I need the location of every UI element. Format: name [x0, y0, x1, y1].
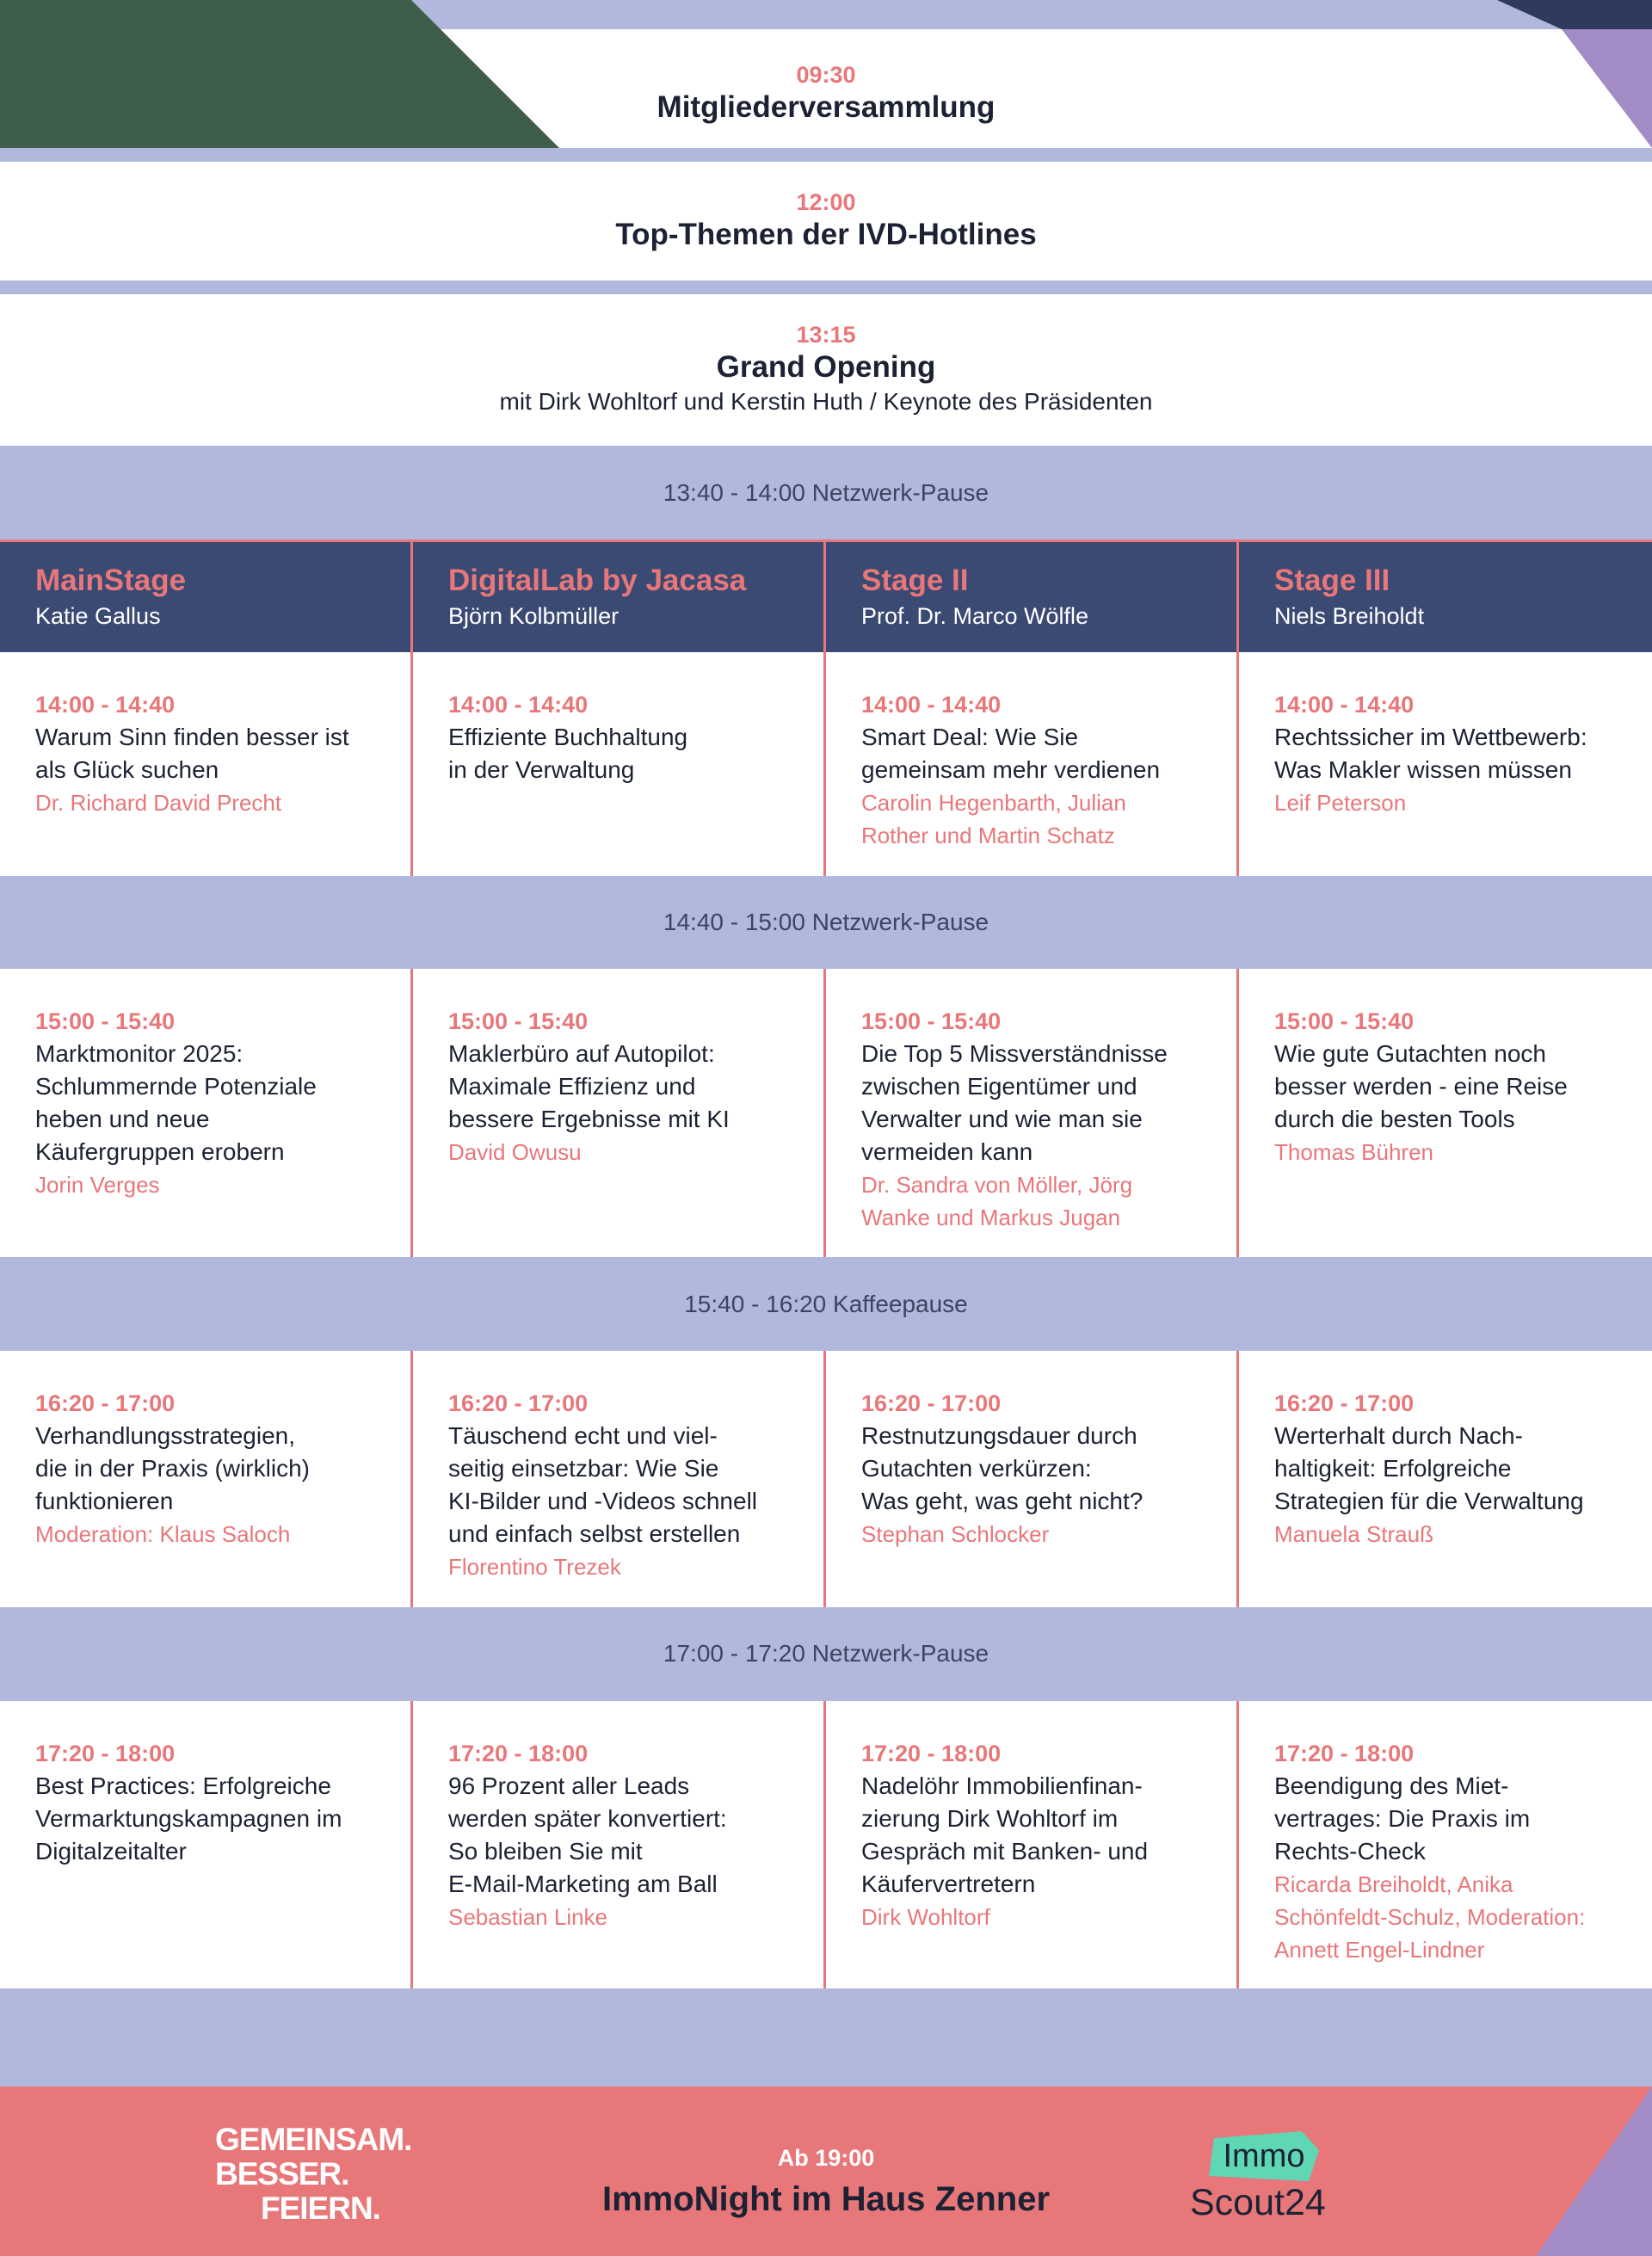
footer — [0, 2086, 1652, 2256]
session-speaker-line: Moderation: Klaus Saloch — [35, 1521, 291, 1547]
block-title: Mitgliederversammlung — [656, 90, 996, 124]
session-title-line: Gespräch mit Banken- und — [861, 1838, 1149, 1865]
session-cell — [1239, 1701, 1652, 1988]
session-cell — [0, 1351, 413, 1607]
session-row-3 — [0, 1351, 1652, 1607]
session-cell — [826, 652, 1239, 876]
session-title-line: funktionieren — [35, 1488, 174, 1514]
session-row-1 — [0, 652, 1652, 876]
session-time: 17:20 - 18:00 — [1274, 1741, 1415, 1766]
session-time: 14:00 - 14:40 — [35, 692, 176, 718]
stage-3 — [1239, 542, 1652, 652]
block-time: 13:15 — [796, 322, 856, 348]
stage-name: Stage III — [1274, 564, 1390, 597]
stage-name: MainStage — [35, 564, 187, 597]
session-title-line: 96 Prozent aller Leads — [448, 1772, 690, 1799]
block-title: Top-Themen der IVD-Hotlines — [615, 218, 1037, 251]
footer-event — [0, 2145, 1652, 2219]
session-speaker-line: Florentino Trezek — [448, 1554, 621, 1580]
session-speaker-line: Annett Engel-Lindner — [1274, 1937, 1485, 1963]
session-title-line: E-Mail-Marketing am Ball — [448, 1871, 718, 1897]
session-time: 17:20 - 18:00 — [861, 1741, 1002, 1766]
session-title-line: und einfach selbst erstellen — [448, 1520, 741, 1547]
session-cell — [0, 969, 413, 1257]
pause-2: 14:40 - 15:00 Netzwerk-Pause — [663, 909, 989, 935]
session-title-line: Strategien für die Verwaltung — [1274, 1488, 1584, 1514]
session-time: 14:00 - 14:40 — [1274, 692, 1415, 718]
session-title-line: Täuschend echt und viel- — [448, 1422, 718, 1449]
session-title-line: Käufervertretern — [861, 1871, 1036, 1897]
session-cell — [1239, 652, 1652, 876]
session-time: 17:20 - 18:00 — [35, 1741, 176, 1766]
session-title-line: Wie gute Gutachten noch — [1274, 1040, 1546, 1067]
session-speaker-line: Ricarda Breiholdt, Anika — [1274, 1871, 1513, 1897]
stage-host: Prof. Dr. Marco Wölfle — [861, 603, 1089, 629]
session-speaker-line: Wanke und Markus Jugan — [861, 1205, 1121, 1230]
session-time: 14:00 - 14:40 — [861, 692, 1002, 718]
block-time: 12:00 — [796, 189, 856, 215]
stage-host: Niels Breiholdt — [1274, 603, 1425, 629]
session-title-line: Restnutzungsdauer durch — [861, 1422, 1137, 1449]
session-title-line: Gutachten verkürzen: — [861, 1455, 1092, 1482]
session-time: 15:00 - 15:40 — [448, 1008, 589, 1034]
session-title-line: Rechtssicher im Wettbewerb: — [1274, 724, 1587, 750]
session-title-line: Maximale Effizienz und — [448, 1073, 696, 1100]
session-speaker-line: Leif Peterson — [1274, 790, 1407, 816]
session-time: 15:00 - 15:40 — [861, 1008, 1002, 1034]
session-speaker-line: Schönfeldt-Schulz, Moderation: — [1274, 1904, 1586, 1930]
session-cell — [1239, 969, 1652, 1257]
session-cell — [0, 652, 413, 876]
session-time: 14:00 - 14:40 — [448, 692, 589, 718]
immoscout24-logo — [1190, 2131, 1345, 2234]
session-title-line: haltigkeit: Erfolgreiche — [1274, 1455, 1512, 1482]
session-title-line: Maklerbüro auf Autopilot: — [448, 1040, 715, 1067]
session-cell — [413, 1701, 826, 1988]
session-title-line: Smart Deal: Wie Sie — [861, 724, 1079, 750]
session-cell — [826, 969, 1239, 1257]
logo-line: BESSER. — [215, 2156, 349, 2191]
session-cell — [413, 1351, 826, 1607]
logo-line: GEMEINSAM. — [215, 2122, 412, 2157]
session-title-line: Werterhalt durch Nach- — [1274, 1422, 1523, 1449]
stage-host: Björn Kolbmüller — [448, 603, 620, 629]
scout24-text: Scout24 — [1190, 2182, 1326, 2223]
session-title-line: werden später konvertiert: — [448, 1805, 727, 1832]
session-speaker-line: Sebastian Linke — [448, 1904, 608, 1930]
session-time: 15:00 - 15:40 — [1274, 1008, 1415, 1034]
block-grand-opening — [0, 294, 1652, 446]
session-title-line: gemeinsam mehr verdienen — [861, 756, 1161, 783]
session-title-line: Beendigung des Miet- — [1274, 1772, 1509, 1799]
session-time: 16:20 - 17:00 — [448, 1390, 589, 1416]
session-title-line: als Glück suchen — [35, 756, 219, 783]
session-cell — [413, 969, 826, 1257]
session-title-line: durch die besten Tools — [1274, 1106, 1515, 1132]
session-title-line: Digitalzeitalter — [35, 1838, 187, 1865]
session-time: 16:20 - 17:00 — [35, 1390, 176, 1416]
session-title-line: Verwalter und wie man sie — [861, 1106, 1143, 1132]
session-title-line: So bleiben Sie mit — [448, 1838, 643, 1865]
session-speaker-line: Dr. Richard David Precht — [35, 790, 282, 816]
session-title-line: Rechts-Check — [1274, 1838, 1426, 1865]
session-cell — [1239, 1351, 1652, 1607]
block-time: 09:30 — [796, 62, 856, 88]
stage-mainstage — [0, 542, 413, 652]
stage-host: Katie Gallus — [35, 603, 161, 629]
session-title-line: Schlummernde Potenziale — [35, 1073, 317, 1100]
session-title-line: Käufergruppen erobern — [35, 1138, 285, 1165]
session-title-line: vermeiden kann — [861, 1138, 1033, 1165]
session-speaker-line: Manuela Strauß — [1274, 1521, 1433, 1547]
session-speaker-line: Jorin Verges — [35, 1172, 160, 1198]
session-speaker-line: Stephan Schlocker — [861, 1521, 1050, 1547]
session-title-line: Warum Sinn finden besser ist — [35, 724, 349, 750]
session-title-line: zierung Dirk Wohltorf im — [861, 1805, 1119, 1832]
footer-title: ImmoNight im Haus Zenner — [601, 2180, 1051, 2218]
stage-2 — [826, 542, 1239, 652]
session-title-line: Verhandlungsstrategien, — [35, 1422, 295, 1449]
session-title-line: Vermarktungskampagnen im — [35, 1805, 342, 1832]
session-speaker-line: Thomas Bühren — [1274, 1139, 1433, 1165]
session-title-line: Marktmonitor 2025: — [35, 1040, 243, 1067]
session-title-line: bessere Ergebnisse mit KI — [448, 1106, 730, 1132]
session-title-line: Was Makler wissen müssen — [1274, 756, 1572, 783]
footer-time: Ab 19:00 — [777, 2145, 875, 2171]
immo-badge-text: Immo — [1223, 2138, 1305, 2174]
session-title-line: Nadelöhr Immobilienfinan- — [861, 1772, 1143, 1799]
session-time: 17:20 - 18:00 — [448, 1741, 589, 1766]
stage-digitallab — [413, 542, 826, 652]
stage-name: DigitalLab by Jacasa — [448, 564, 747, 597]
session-time: 16:20 - 17:00 — [1274, 1390, 1415, 1416]
stage-header-row — [0, 539, 1652, 652]
session-title-line: zwischen Eigentümer und — [861, 1073, 1137, 1100]
session-title-line: KI-Bilder und -Videos schnell — [448, 1488, 758, 1514]
logo-line: FEIERN. — [261, 2191, 380, 2226]
session-title-line: vertrages: Die Praxis im — [1274, 1805, 1531, 1832]
session-title-line: seitig einsetzbar: Wie Sie — [448, 1455, 719, 1482]
pause-1: 13:40 - 14:00 Netzwerk-Pause — [663, 479, 989, 506]
session-title-line: die in der Praxis (wirklich) — [35, 1455, 310, 1482]
purple-corner-shape — [1536, 2086, 1652, 2256]
pause-4: 17:00 - 17:20 Netzwerk-Pause — [663, 1640, 989, 1667]
session-title-line: Was geht, was geht nicht? — [861, 1488, 1143, 1514]
session-speaker-line: Rother und Martin Schatz — [861, 823, 1115, 848]
session-cell — [826, 1351, 1239, 1607]
session-time: 15:00 - 15:40 — [35, 1008, 176, 1034]
session-title-line: Die Top 5 Missverständnisse — [861, 1040, 1168, 1067]
session-speaker-line: David Owusu — [448, 1139, 582, 1165]
session-row-4 — [0, 1701, 1652, 1988]
session-speaker-line: Carolin Hegenbarth, Julian — [861, 790, 1126, 816]
session-title-line: heben und neue — [35, 1106, 210, 1132]
session-row-2 — [0, 969, 1652, 1257]
session-title-line: in der Verwaltung — [448, 756, 635, 783]
block-mitgliederversammlung — [0, 29, 1652, 148]
block-hotlines — [0, 162, 1652, 280]
stage-name: Stage II — [861, 564, 969, 597]
session-speaker-line: Dr. Sandra von Möller, Jörg — [861, 1172, 1133, 1198]
session-title-line: Effiziente Buchhaltung — [448, 724, 688, 750]
session-title-line: Best Practices: Erfolgreiche — [35, 1772, 331, 1799]
session-cell — [826, 1701, 1239, 1988]
session-cell — [413, 652, 826, 876]
session-speaker-line: Dirk Wohltorf — [861, 1904, 990, 1930]
session-time: 16:20 - 17:00 — [861, 1390, 1002, 1416]
session-cell — [0, 1701, 413, 1988]
block-subtitle: mit Dirk Wohltorf und Kerstin Huth / Keynote des Präsidenten — [499, 388, 1153, 415]
session-title-line: besser werden - eine Reise — [1274, 1073, 1568, 1100]
block-title: Grand Opening — [716, 350, 936, 384]
pause-3: 15:40 - 16:20 Kaffeepause — [684, 1291, 968, 1317]
